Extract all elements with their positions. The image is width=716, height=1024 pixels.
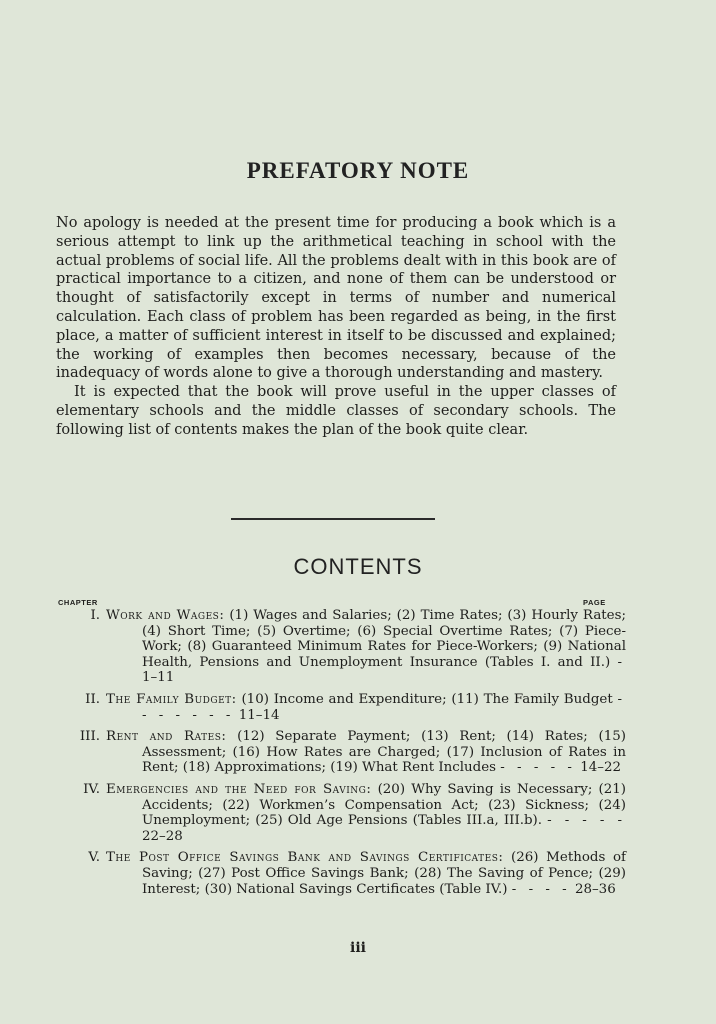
dot-leader: - - - - - - - bbox=[142, 691, 627, 723]
chapter-number: III. bbox=[79, 729, 100, 745]
section-divider bbox=[231, 518, 435, 520]
chapter-topics: (10) Income and Expenditure; (11) The Family Budget bbox=[241, 691, 613, 707]
chapter-heading: Work and Wages: bbox=[106, 608, 225, 623]
contents-entry-1 bbox=[56, 608, 626, 686]
contents-entry-2 bbox=[56, 692, 626, 723]
chapter-heading: The Family Budget: bbox=[106, 691, 237, 707]
dot-leader: - - - - - bbox=[500, 760, 576, 776]
dot-leader: - - - - bbox=[511, 881, 571, 897]
dot-leader: - bbox=[617, 654, 626, 670]
chapter-number: V. bbox=[88, 850, 100, 866]
contents-list bbox=[56, 608, 626, 903]
contents-title: CONTENTS bbox=[293, 554, 423, 579]
chapter-topics: (1) Wages and Salaries; (2) Time Rates; (3) Hourly Rates; (4) Short Time; (5) Overtime; (6) Special Overtime Rates; (7) Piece-Work; (8) Guaranteed Minimum Rates for Piece-Workers; (9) National Health, Pensions and Unemployment Insurance (Tables I. and II.) bbox=[142, 608, 626, 670]
chapter-topics: (26) Methods of Saving; (27) Post Office Savings Bank; (28) The Saving of Pence; (29) Interest; (30) National Savings Certificates (Table IV.) bbox=[142, 850, 626, 897]
chapter-heading: The Post Office Savings Bank and Savings Certificates: bbox=[106, 850, 504, 866]
chapter-pages: 28–36 bbox=[574, 881, 616, 897]
chapter-pages: 1–11 bbox=[142, 670, 175, 686]
chapter-number: IV. bbox=[83, 781, 100, 797]
chapter-topics: (12) Separate Payment; (13) Rent; (14) Rates; (15) Assessment; (16) How Rates are Charged; (17) Inclusion of Rates in Rent; (18) Approximations; (19) What Rent Includes bbox=[142, 729, 626, 776]
chapter-pages: 14–22 bbox=[580, 760, 621, 776]
preface-text bbox=[56, 214, 616, 440]
preface-paragraph-2: It is expected that the book will prove useful in the upper classes of elementary schools and the middle classes of secondary schools. The following list of contents makes the plan of the book quite clear. bbox=[56, 384, 616, 438]
contents-entry-3 bbox=[56, 729, 626, 776]
page-number: iii bbox=[350, 940, 366, 956]
chapter-topics: (20) Why Saving is Necessary; (21) Accidents; (22) Workmen’s Compensation Act; (23) Sickness; (24) Unemployment; (25) Old Age Pensions (Tables III.a, III.b). bbox=[142, 781, 626, 829]
contents-entry-4 bbox=[56, 782, 626, 844]
chapter-heading: Rent and Rates: bbox=[106, 729, 227, 745]
dot-leader: - - - - - bbox=[547, 813, 626, 829]
page-title: PREFATORY NOTE bbox=[246, 158, 470, 183]
page-column-label: PAGE bbox=[583, 598, 606, 607]
chapter-number: I. bbox=[90, 608, 100, 623]
chapter-number: II. bbox=[85, 691, 100, 707]
contents-entry-5 bbox=[56, 850, 626, 897]
chapter-pages: 22–28 bbox=[142, 828, 183, 844]
chapter-column-label: CHAPTER bbox=[58, 598, 98, 607]
preface-paragraph-1: No apology is needed at the present time for producing a book which is a serious attempt to link up the arithmetical teaching in school with the actual problems of social life. All the problems dealt with in this book are of practical importance to a citizen, and none of them can be understood or thought of satisfactorily except in terms of number and numerical calculation. Each class of problem has been regarded as being, in the first place, a matter of sufficient interest in itself to be discussed and explained; the working of examples then becomes necessary, because of the inadequacy of words alone to give a thorough understanding and mastery. bbox=[56, 215, 616, 382]
chapter-heading: Emergencies and the Need for Saving: bbox=[106, 781, 372, 797]
chapter-pages: 11–14 bbox=[238, 707, 280, 723]
